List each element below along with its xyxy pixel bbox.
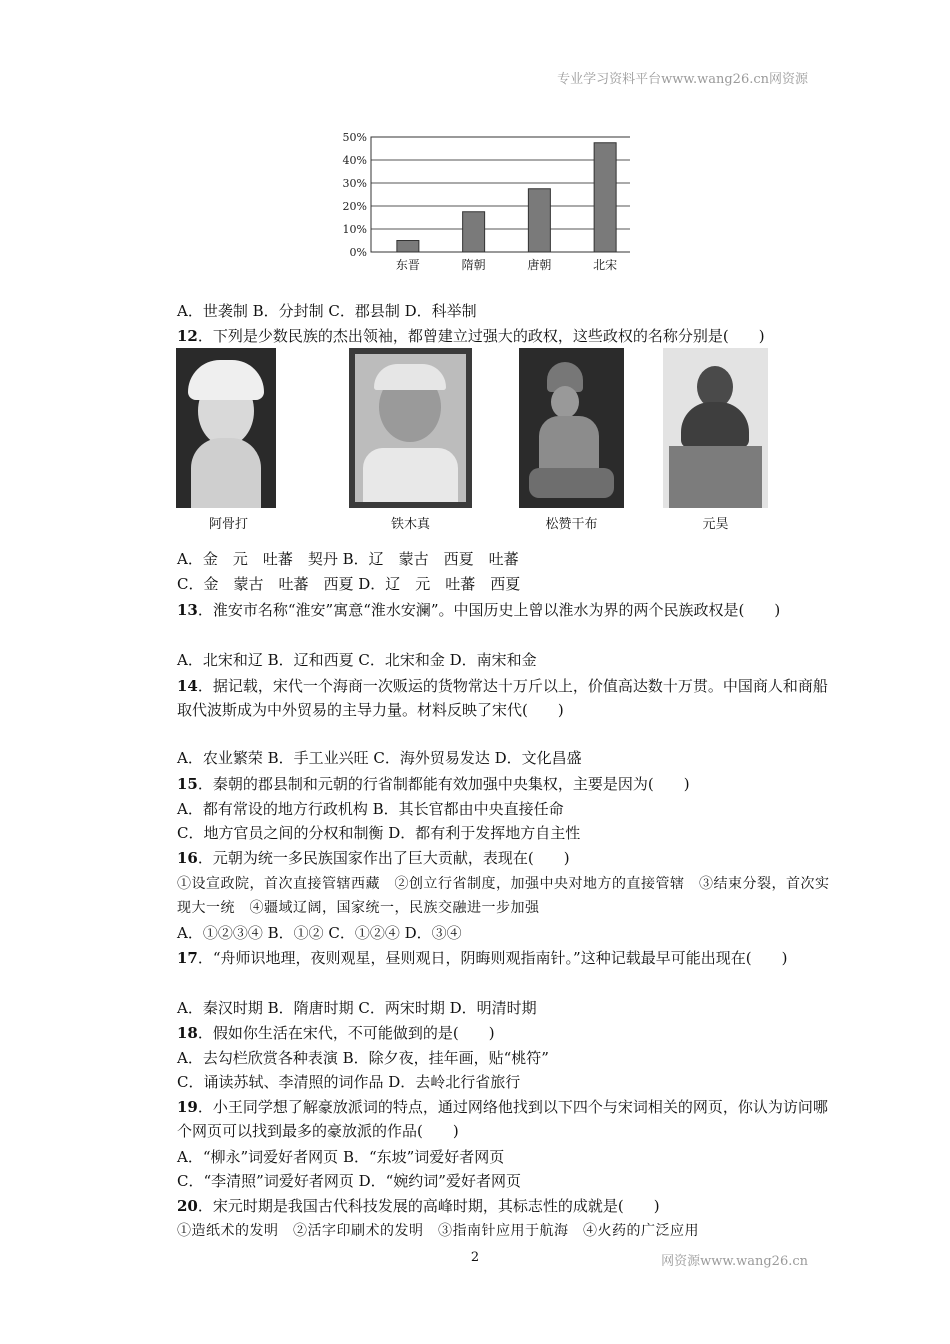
q15-options-2: C．地方官员之间的分权和制衡 D．都有利于发挥地方自主性 [177,824,581,842]
portrait-temujin [349,348,472,532]
bar [397,241,419,253]
plot-frame [371,137,630,252]
question-20 [177,1196,847,1216]
portrait-aguda [176,348,281,532]
q17-options: A．秦汉时期 B．隋唐时期 C．两宋时期 D．明清时期 [177,999,537,1017]
photo-caption: 元昊 [702,517,729,532]
q12-text: ．下列是少数民族的杰出领袖，都曾建立过强大的政权，这些政权的名称分别是( ) [197,327,765,345]
question-19 [177,1095,840,1143]
q18-options-2: C．诵读苏轼、李清照的词作品 D．去岭北行省旅行 [177,1073,521,1091]
q15-number: 15 [177,775,198,793]
q17-text: ．“舟师识地理，夜则观星，昼则观日，阴晦则观指南针。”这种记载最早可能出现在( ) [197,949,788,967]
x-tick-label: 东晋 [395,258,420,272]
q14-text: ．据记载，宋代一个海商一次贩运的货物常达十万斤以上，价值高达数十万贯。中国商人和商船取代波斯成为中外贸易的主导力量。材料反映了宋代( ) [177,677,828,719]
bar-chart [330,128,630,278]
q14-number: 14 [177,677,198,695]
q18-options-1: A．去勾栏欣赏各种表演 B．除夕夜，挂年画，贴“桃符” [177,1049,549,1067]
question-14 [177,674,840,722]
bar [528,189,550,252]
y-tick-label: 40% [342,154,367,167]
q12-number: 12 [177,327,198,345]
q13-options: A．北宋和辽 B．辽和西夏 C．北宋和金 D．南宋和金 [177,651,537,669]
q15-text: ．秦朝的郡县制和元朝的行省制都能有效加强中央集权，主要是因为( ) [197,775,690,793]
q13-number: 13 [177,601,198,619]
question-15 [177,774,847,794]
question-12 [177,326,847,346]
q18-number: 18 [177,1024,198,1042]
q19-options-1: A．“柳永”词爱好者网页 B．“东坡”词爱好者网页 [177,1148,505,1166]
portrait-yuanhao [663,348,768,532]
x-tick-label: 唐朝 [527,258,552,272]
photo-caption: 松赞干布 [545,517,598,532]
portrait-songtsen-gampo [519,348,624,532]
page-footer: 网资源www.wang26.cn [661,1254,808,1269]
q15-options-1: A．都有常设的地方行政机构 B．其长官都由中央直接任命 [177,800,564,818]
q14-options: A．农业繁荣 B．手工业兴旺 C．海外贸易发达 D．文化昌盛 [177,749,582,767]
question-16 [177,848,847,868]
page-header: 专业学习资料平台www.wang26.cn网资源 [557,72,808,87]
q17-number: 17 [177,949,198,967]
q11-options: A．世袭制 B．分封制 C．郡县制 D．科举制 [177,302,477,320]
q16-items: ①设宣政院，首次直接管辖西藏 ②创立行省制度，加强中央对地方的直接管辖 ③结束分裂，首次实现大一统 ④疆域辽阔，国家统一，民族交融进一步加强 [177,876,830,916]
q16-text: ．元朝为统一多民族国家作出了巨大贡献，表现在( ) [197,849,570,867]
q12-options-2: C．金 蒙古 吐蕃 西夏 D．辽 元 吐蕃 西夏 [177,575,521,593]
y-tick-label: 50% [342,131,367,144]
songtsen-gampo-image [519,348,624,508]
q16-options: A．①②③④ B．①② C．①②④ D．③④ [177,924,462,942]
photo-caption: 铁木真 [390,517,430,532]
q18-text: ．假如你生活在宋代，不可能做到的是( ) [197,1024,495,1042]
x-tick-label: 隋朝 [461,258,486,272]
q19-text: ．小王同学想了解豪放派词的特点，通过网络他找到以下四个与宋词相关的网页，你认为访问哪个网页可以找到最多的豪放派的作品( ) [177,1098,828,1140]
bar [594,143,616,252]
q12-options-1: A．金 元 吐蕃 契丹 B．辽 蒙古 西夏 吐蕃 [177,550,519,568]
q19-options-2: C．“李清照”词爱好者网页 D．“婉约词”爱好者网页 [177,1172,521,1190]
q19-number: 19 [177,1098,198,1116]
y-tick-label: 10% [342,223,367,236]
y-tick-label: 30% [342,177,367,190]
question-18 [177,1023,847,1043]
photo-caption: 阿骨打 [208,517,248,532]
yuanhao-image [663,348,768,508]
q13-text: ．淮安市名称“淮安”寓意“淮水安澜”。中国历史上曾以淮水为界的两个民族政权是( ) [197,601,781,619]
q20-number: 20 [177,1197,198,1215]
y-tick-label: 20% [342,200,367,213]
q20-items: ①造纸术的发明 ②活字印刷术的发明 ③指南针应用于航海 ④火药的广泛应用 [177,1223,699,1239]
x-tick-label: 北宋 [593,258,618,272]
y-tick-label: 0% [349,246,367,259]
q16-number: 16 [177,849,198,867]
aguda-image [176,348,276,508]
temujin-image [349,348,472,508]
q20-text: ．宋元时期是我国古代科技发展的高峰时期，其标志性的成就是( ) [197,1197,660,1215]
page-number: 2 [470,1250,480,1265]
question-17 [177,946,840,970]
bar [463,212,485,252]
question-13 [177,598,840,622]
